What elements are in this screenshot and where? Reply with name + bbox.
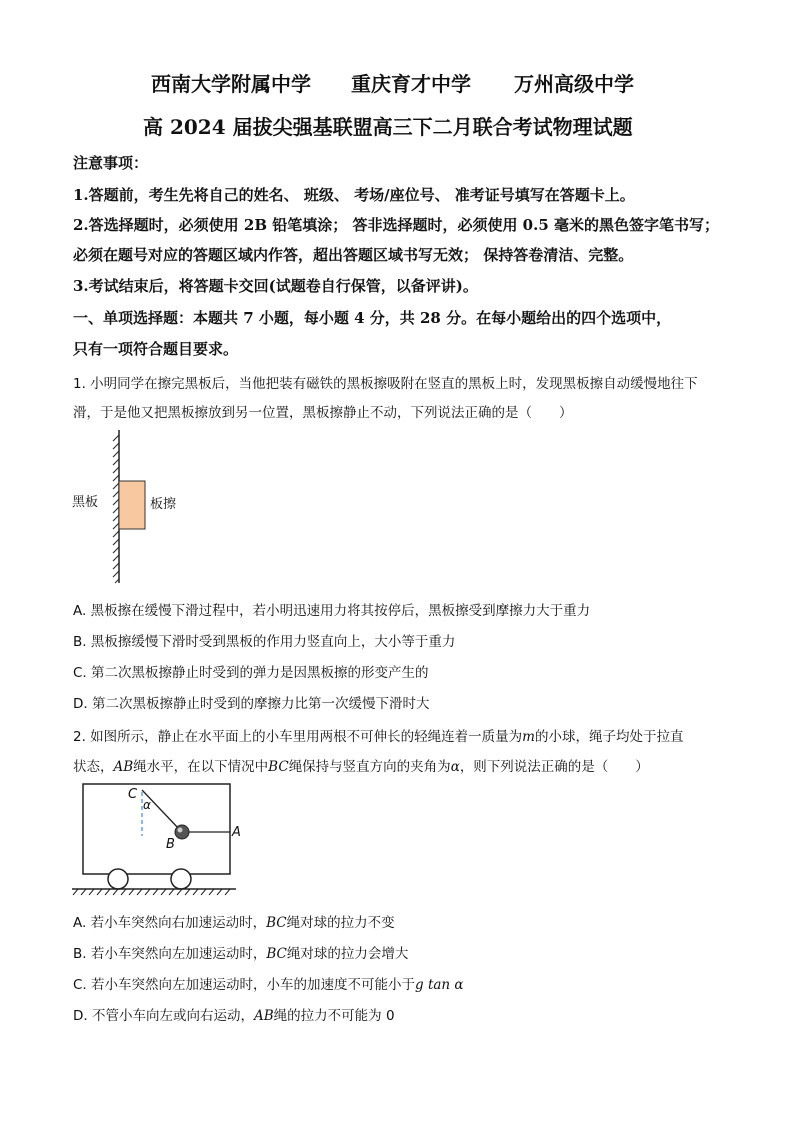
ball-highlight [178, 828, 183, 833]
label-blackboard: 黑板 [72, 495, 99, 510]
q2-figure [70, 780, 250, 900]
symbol-m: m [522, 729, 535, 745]
notice-item-3: 3.考试结束后，将答题卡交回(试题卷自行保管，以备评讲)。 [73, 277, 478, 295]
label-a: A [232, 825, 241, 840]
notice-item-1: 1.答题前，考生先将自己的姓名、 班级、 考场/座位号、 准考证号填写在答题卡上。 [73, 186, 635, 204]
eraser-block [119, 481, 145, 529]
notice-item-2b: 必须在题号对应的答题区域内作答，超出答题区域书写无效； 保持答卷清洁、完整。 [73, 246, 634, 264]
ground-hatch [73, 889, 230, 895]
q1-option-d: D. 第二次黑板擦静止时受到的摩擦力比第一次缓慢下滑时大 [73, 696, 430, 712]
formula-g-tan-alpha: g tan α [415, 977, 464, 993]
ball [175, 825, 189, 839]
school-name-1: 西南大学附属中学 [151, 72, 311, 96]
label-b: B [166, 837, 175, 852]
label-c: C [128, 787, 138, 802]
q1-option-b: B. 黑板擦缓慢下滑时受到黑板的作用力竖直向上，大小等于重力 [73, 634, 456, 650]
cart-body [83, 784, 230, 874]
cart-wheel-right [171, 869, 191, 889]
label-alpha: α [143, 798, 151, 812]
q2-option-d: D. 不管小车向左或向右运动，AB绳的拉力不可能为 0 [73, 1008, 395, 1024]
notice-heading: 注意事项： [73, 154, 149, 172]
q2-option-b: B. 若小车突然向左加速运动时，BC绳对球的拉力会增大 [73, 946, 409, 962]
section-heading-line1: 一、单项选择题：本题共 7 小题，每小题 4 分，共 28 分。在每小题给出的四个选项中， [73, 309, 672, 327]
school-name-2: 重庆育才中学 [351, 72, 471, 96]
exam-title: 高 2024 届拔尖强基联盟高三下二月联合考试物理试题 [143, 115, 633, 139]
section-heading-line2: 只有一项符合题目要求。 [73, 340, 239, 358]
q1-stem-line2: 滑，于是他又把黑板擦放到另一位置，黑板擦静止不动，下列说法正确的是（ ） [73, 405, 573, 421]
q2-stem-line1: 2. 如图所示，静止在水平面上的小车里用两根不可伸长的轻绳连着一质量为m的小球，绳子均处于拉直 [73, 729, 684, 745]
school-name-3: 万州高级中学 [514, 72, 634, 96]
q2-option-a: A. 若小车突然向右加速运动时，BC绳对球的拉力不变 [73, 915, 395, 931]
notice-item-2a: 2.答选择题时，必须使用 2B 铅笔填涂； 答非选择题时，必须使用 0.5 毫米的黑色签字笔书写； [73, 216, 719, 234]
cart-wheel-left [108, 869, 128, 889]
q1-stem-line1: 1. 小明同学在擦完黑板后，当他把装有磁铁的黑板擦吸附在竖直的黑板上时，发现黑板擦自动缓慢地往下 [73, 376, 698, 392]
q1-figure [70, 425, 210, 590]
q1-option-c: C. 第二次黑板擦静止时受到的弹力是因黑板擦的形变产生的 [73, 665, 429, 681]
q2-option-c: C. 若小车突然向左加速运动时，小车的加速度不可能小于g tan α [73, 977, 464, 993]
q1-option-a: A. 黑板擦在缓慢下滑过程中，若小明迅速用力将其按停后，黑板擦受到摩擦力大于重力 [73, 603, 591, 619]
blackboard-wall [113, 430, 119, 583]
label-eraser: 板擦 [150, 497, 177, 512]
q2-stem-line2: 状态，AB绳水平，在以下情况中BC绳保持与竖直方向的夹角为α，则下列说法正确的是（ ） [73, 759, 649, 775]
